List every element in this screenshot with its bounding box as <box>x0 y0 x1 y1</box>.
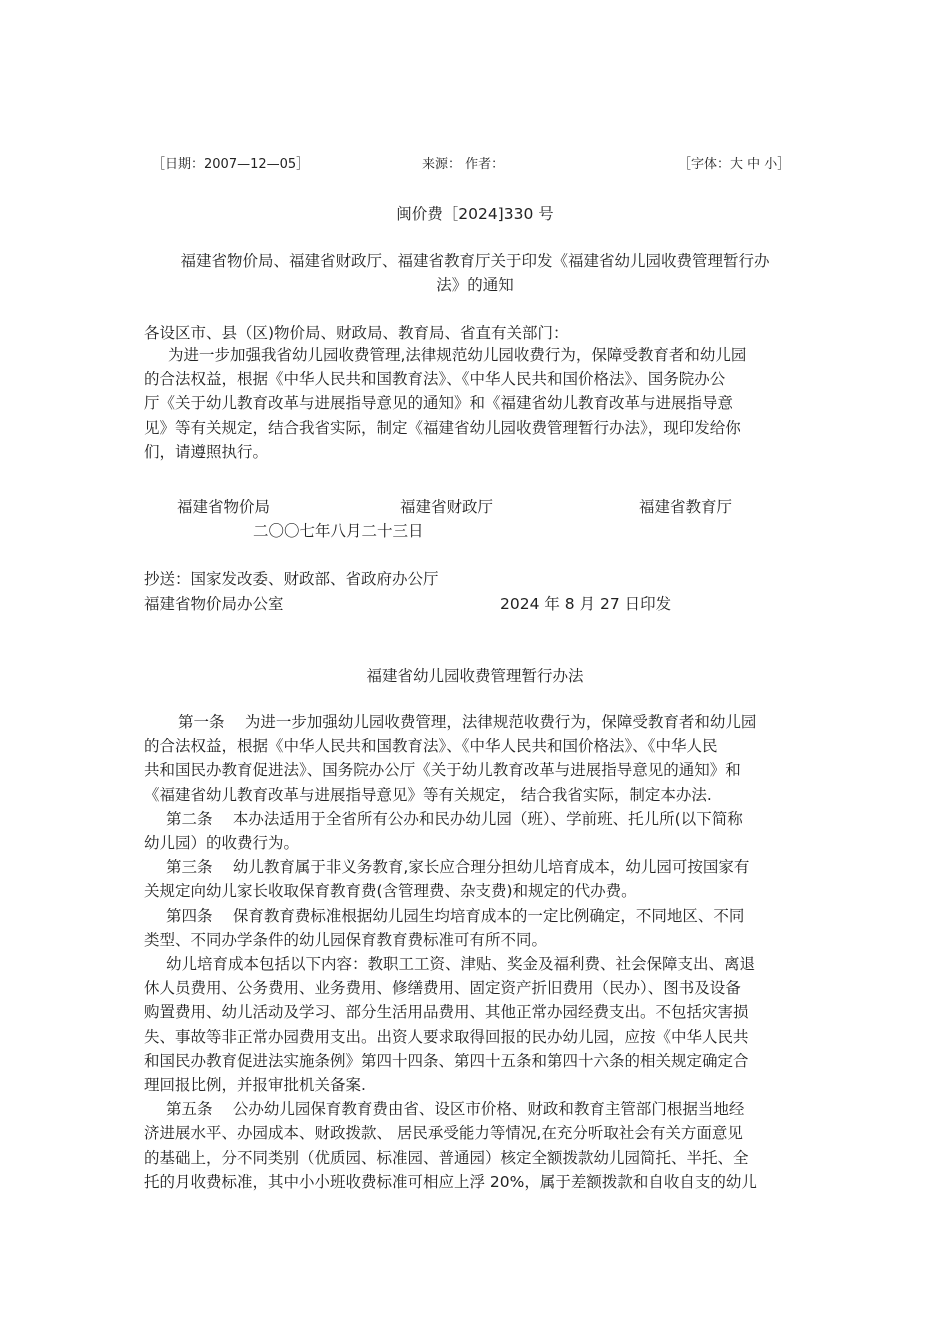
signer-price-bureau: 福建省物价局 <box>177 498 271 516</box>
notice-body-line: 的合法权益，根据《中华人民共和国教育法》、《中华人民共和国价格法》、国务院办公 <box>144 370 726 389</box>
article-line: 休人员费用、公务费用、业务费用、修缮费用、固定资产折旧费用（民办）、图书及设备 <box>144 979 741 998</box>
issue-date: 2024 年 8 月 27 日印发 <box>500 595 672 613</box>
notice-body <box>144 343 812 464</box>
article-line: 幼儿培育成本包括以下内容：教职工工资、津贴、奖金及福利费、社会保障支出、离退 <box>166 955 756 974</box>
article-source: 来源： 作者： <box>422 157 505 172</box>
article-line: 理回报比例，并报审批机关备案. <box>144 1076 366 1095</box>
font-size-selector[interactable]: ［字体：大 中 小］ <box>678 157 791 172</box>
measures-body <box>144 710 812 1194</box>
notice-addressee: 各设区市、县（区)物价局、财政局、教育局、省直有关部门： <box>144 324 569 342</box>
article-line: 济进展水平、办园成本、财政拨款、 居民承受能力等情况,在充分听取社会有关方面意见 <box>144 1124 743 1143</box>
document-number: 闽价费［2024]330 号 <box>396 205 554 223</box>
article-line: 第三条 幼儿教育属于非义务教育,家长应合理分担幼儿培育成本，幼儿园可按国家有 <box>166 858 750 877</box>
signer-finance-dept: 福建省财政厅 <box>400 498 494 516</box>
notice-body-line: 们，请遵照执行。 <box>144 442 269 461</box>
signer-education-dept: 福建省教育厅 <box>639 498 733 516</box>
measures-title: 福建省幼儿园收费管理暂行办法 <box>366 667 584 685</box>
article-line: 购置费用、幼儿活动及学习、部分生活用品费用、其他正常办园经费支出。不包括灾害损 <box>144 1003 749 1022</box>
notice-title-line-2: 法》的通知 <box>436 276 514 294</box>
issuer: 福建省物价局办公室 <box>144 595 284 613</box>
article-line: 失、事故等非正常办园费用支出。出资人要求取得回报的民办幼儿园，应按《中华人民共 <box>144 1027 749 1046</box>
article-line: 关规定向幼儿家长收取保育教育费(含管理费、杂支费)和规定的代办费。 <box>144 882 637 901</box>
cc-list: 抄送：国家发改委、财政部、省政府办公厅 <box>144 570 439 588</box>
article-line: 托的月收费标准，其中小小班收费标准可相应上浮 20%，属于差额拨款和自收自支的幼儿 <box>144 1172 757 1191</box>
article-line: 幼儿园）的收费行为。 <box>144 834 300 853</box>
notice-body-line: 为进一步加强我省幼儿园收费管理,法律规范幼儿园收费行为，保障受教育者和幼儿园 <box>168 346 747 364</box>
article-line: 《福建省幼儿教育改革与进展指导意见》等有关规定， 结合我省实际，制定本办法. <box>144 785 712 804</box>
article-line: 和国民办教育促进法实施条例》第四十四条、第四十五条和第四十六条的相关规定确定合 <box>144 1051 749 1070</box>
notice-title-line-1: 福建省物价局、福建省财政厅、福建省教育厅关于印发《福建省幼儿园收费管理暂行办 <box>180 252 770 270</box>
article-line: 第二条 本办法适用于全省所有公办和民办幼儿园（班）、学前班、托儿所(以下简称 <box>166 809 743 828</box>
article-line: 类型、不同办学条件的幼儿园保育教育费标准可有所不同。 <box>144 930 548 949</box>
article-line: 的基础上，分不同类别（优质园、标准园、普通园）核定全额拨款幼儿园简托、半托、全 <box>144 1148 749 1167</box>
article-line: 第五条 公办幼儿园保育教育费由省、设区市价格、财政和教育主管部门根据当地经 <box>166 1100 745 1119</box>
article-date: ［日期：2007—12—05］ <box>152 157 310 172</box>
sign-date: 二〇〇七年八月二十三日 <box>253 522 424 540</box>
article-line: 第一条 为进一步加强幼儿园收费管理，法律规范收费行为，保障受教育者和幼儿园 <box>178 713 757 731</box>
notice-body-line: 见》等有关规定，结合我省实际，制定《福建省幼儿园收费管理暂行办法》，现印发给你 <box>144 418 741 437</box>
article-line: 共和国民办教育促进法》、国务院办公厅《关于幼儿教育改革与进展指导意见的通知》和 <box>144 761 741 780</box>
article-line: 第四条 保育教育费标准根据幼儿园生均培育成本的一定比例确定，不同地区、不同 <box>166 906 745 925</box>
article-line: 的合法权益，根据《中华人民共和国教育法》、《中华人民共和国价格法》、《中华人民 <box>144 737 718 756</box>
notice-body-line: 厅《关于幼儿教育改革与进展指导意见的通知》和《福建省幼儿教育改革与进展指导意 <box>144 394 734 413</box>
